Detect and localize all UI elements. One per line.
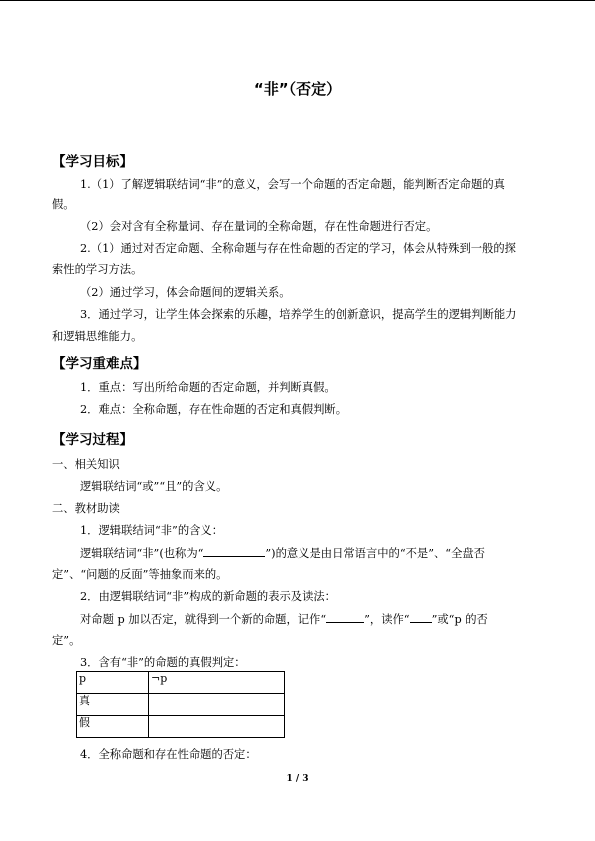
page-number: 1 / 3 xyxy=(286,774,309,784)
guide-item-2-line-a xyxy=(80,612,488,627)
process-heading-textbook-guide: 二、教材助读 xyxy=(52,502,120,515)
notation-text-mid: ”，读作“ xyxy=(364,613,410,626)
guide-item-2-line-b: 定”。 xyxy=(52,634,81,647)
key-point-2: 2．难点：全称命题，存在性命题的否定和真假判断。 xyxy=(80,403,348,416)
table-cell: 假 xyxy=(77,716,149,738)
fill-blank xyxy=(326,612,364,623)
table-header-p: p xyxy=(77,672,149,694)
table-cell xyxy=(149,716,285,738)
objective-2-line-b: 索性的学习方法。 xyxy=(52,263,143,276)
table-cell xyxy=(149,694,285,716)
guide-item-1-definition-line-a xyxy=(80,546,485,561)
guide-item-1-definition-line-b: 定”、“问题的反面”等抽象而来的。 xyxy=(52,568,228,581)
section-heading-objectives: 【学习目标】 xyxy=(52,154,133,170)
objective-1-sub-2: （2）会对含有全称量词、存在量词的全称命题，存在性命题进行否定。 xyxy=(80,220,438,233)
guide-item-4: 4．全称命题和存在性命题的否定： xyxy=(80,748,257,761)
notation-text-end: ”或“p 的否 xyxy=(431,613,488,626)
section-heading-process: 【学习过程】 xyxy=(52,432,133,448)
top-border-line xyxy=(0,0,595,1)
table-row xyxy=(77,694,285,716)
table-header-not-p: ¬p xyxy=(149,672,285,694)
section-heading-key-points: 【学习重难点】 xyxy=(52,356,147,372)
document-title: “非”（否定） xyxy=(253,80,342,98)
objective-2-line-a: 2.（1）通过对否定命题、全称命题与存在性命题的否定的学习，体会从特殊到一般的探 xyxy=(80,242,516,255)
definition-text-end: ”)的意义是由日常语言中的“不是”、“全盘否 xyxy=(265,547,485,560)
related-knowledge-text: 逻辑联结词“或”“且”的含义。 xyxy=(80,480,228,493)
objective-1-line-a: 1.（1）了解逻辑联结词“非”的意义，会写一个命题的否定命题，能判断否定命题的真 xyxy=(80,178,505,191)
fill-blank xyxy=(410,612,432,623)
objective-3-line-a: 3．通过学习，让学生体会探索的乐趣，培养学生的创新意识，提高学生的逻辑判断能力 xyxy=(80,308,517,321)
notation-text-start: 对命题 p 加以否定，就得到一个新的命题，记作“ xyxy=(80,613,327,626)
table-cell: 真 xyxy=(77,694,149,716)
objective-2-sub-2: （2）通过学习，体会命题间的逻辑关系。 xyxy=(80,286,291,299)
truth-table xyxy=(76,671,285,738)
objective-3-line-b: 和逻辑思维能力。 xyxy=(52,330,143,343)
guide-item-3: 3．含有“非”的命题的真假判定： xyxy=(80,656,246,669)
fill-blank xyxy=(203,546,265,557)
key-point-1: 1．重点：写出所给命题的否定命题，并判断真假。 xyxy=(80,381,336,394)
objective-1-line-b: 假。 xyxy=(52,198,75,211)
process-heading-related-knowledge: 一、相关知识 xyxy=(52,458,120,471)
table-row xyxy=(77,672,285,694)
definition-text-start: 逻辑联结词“非”(也称为“ xyxy=(80,547,204,560)
table-row xyxy=(77,716,285,738)
guide-item-2: 2．由逻辑联结词“非”构成的新命题的表示及读法： xyxy=(80,590,336,603)
guide-item-1: 1．逻辑联结词“非”的含义： xyxy=(80,524,224,537)
